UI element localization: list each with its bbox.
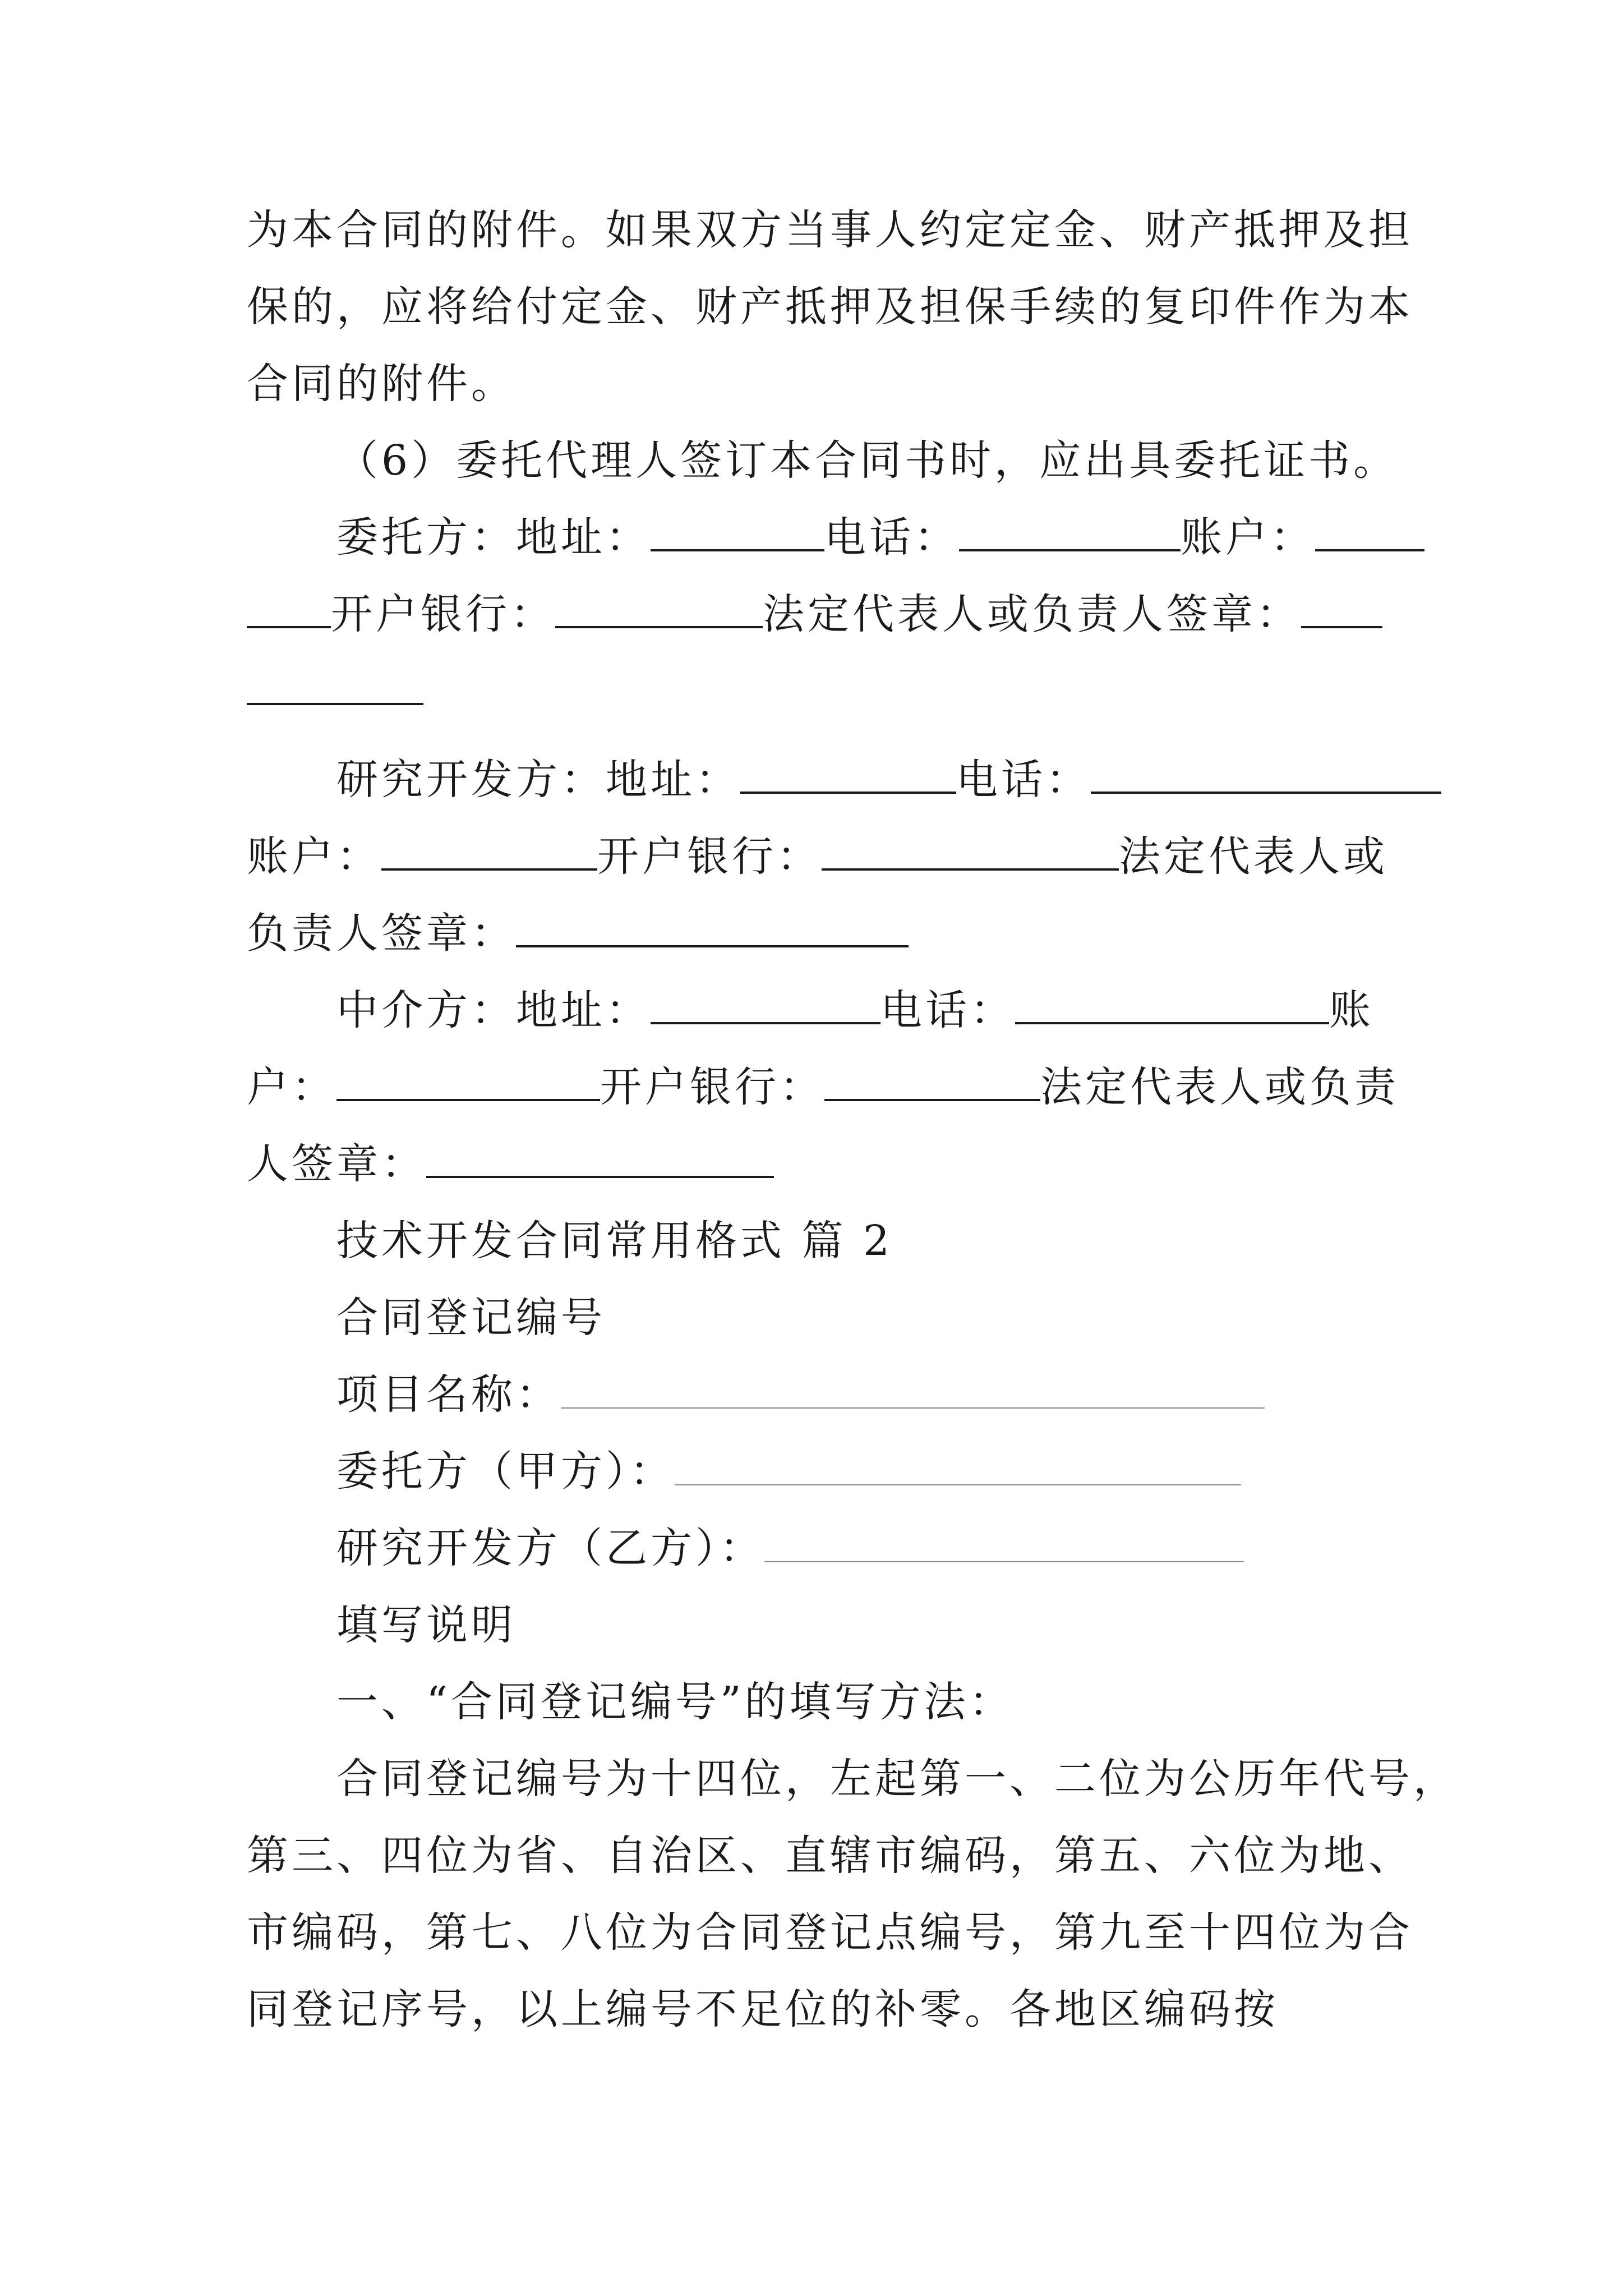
client-account-label: 账户：: [1181, 513, 1315, 562]
client-line-1: [336, 509, 1424, 565]
instruction-item-1-line-4: 同登记序号，以上编号不足位的补零。各地区编码按: [247, 1985, 1279, 2033]
intermediary-bank-label: 开户银行：: [600, 1063, 824, 1111]
developer-line-2: [247, 829, 1388, 885]
instruction-item-1-line-2: 第三、四位为省、自治区、直辖市编码，第五、六位为地、: [247, 1832, 1413, 1880]
project-name-line: [336, 1366, 1265, 1423]
party-b-line: [336, 1520, 1244, 1576]
intermediary-phone-label: 电话：: [880, 986, 1015, 1034]
registration-number-label: 合同登记编号: [336, 1294, 606, 1342]
paragraph-appendix-line-3: 合同的附件。: [247, 360, 516, 408]
intermediary-line-2: [247, 1059, 1399, 1115]
client-sign-label: 法定代表人或负责人签章：: [763, 590, 1301, 638]
client-account-blank[interactable]: [1315, 510, 1424, 551]
intermediary-phone-blank[interactable]: [1015, 983, 1329, 1024]
developer-account-blank[interactable]: [381, 829, 597, 871]
client-address-blank[interactable]: [651, 510, 824, 551]
developer-address-blank[interactable]: [740, 752, 956, 794]
developer-phone-label: 电话：: [956, 756, 1091, 804]
client-account-blank-cont[interactable]: [247, 587, 331, 628]
clause-6: （6）委托代理人签订本合同书时，应出具委托证书。: [336, 436, 1399, 485]
section2-title: 技术开发合同常用格式 篇 2: [336, 1217, 893, 1265]
instruction-item-1-title: 一、“合同登记编号”的填写方法：: [336, 1678, 1014, 1726]
intermediary-address-label: 中介方：地址：: [336, 986, 651, 1034]
developer-bank-label: 开户银行：: [597, 832, 822, 881]
developer-sign-label-1: 法定代表人或: [1119, 832, 1388, 881]
paragraph-appendix-line-1: 为本合同的附件。如果双方当事人约定定金、财产抵押及担: [247, 206, 1413, 254]
party-a-line: [336, 1443, 1241, 1499]
project-name-label: 项目名称：: [336, 1370, 561, 1419]
client-phone-blank[interactable]: [959, 510, 1181, 551]
project-name-blank[interactable]: [561, 1368, 1265, 1409]
party-b-label: 研究开发方（乙方）：: [336, 1524, 764, 1572]
intermediary-sign-blank[interactable]: [426, 1137, 774, 1178]
developer-sign-blank[interactable]: [516, 906, 909, 947]
client-bank-label: 开户银行：: [331, 590, 555, 638]
developer-phone-blank[interactable]: [1091, 752, 1441, 794]
intermediary-account-label-1: 账: [1329, 986, 1374, 1034]
party-b-blank[interactable]: [764, 1522, 1244, 1562]
intermediary-sign-label-2: 人签章：: [247, 1140, 426, 1188]
client-sign-blank[interactable]: [1301, 587, 1382, 628]
client-line-2: [247, 586, 1382, 642]
developer-bank-blank[interactable]: [822, 829, 1119, 871]
intermediary-line-3: [247, 1136, 774, 1192]
intermediary-line-1: [336, 982, 1374, 1038]
client-address-label: 委托方：地址：: [336, 513, 651, 562]
client-sign-blank-cont[interactable]: [247, 664, 423, 705]
instruction-item-1-line-1: 合同登记编号为十四位，左起第一、二位为公历年代号，: [336, 1755, 1458, 1803]
developer-address-label: 研究开发方：地址：: [336, 756, 740, 804]
developer-line-1: [336, 752, 1441, 808]
client-line-3: [247, 663, 423, 719]
developer-sign-label-2: 负责人签章：: [247, 909, 516, 958]
paragraph-appendix-line-2: 保的，应将给付定金、财产抵押及担保手续的复印件作为本: [247, 283, 1413, 331]
developer-line-3: [247, 905, 909, 961]
intermediary-account-blank[interactable]: [336, 1060, 600, 1101]
intermediary-address-blank[interactable]: [651, 983, 880, 1024]
intermediary-sign-label-1: 法定代表人或负责: [1040, 1063, 1399, 1111]
client-bank-blank[interactable]: [555, 587, 763, 628]
intermediary-bank-blank[interactable]: [824, 1060, 1040, 1101]
intermediary-account-label-2: 户：: [247, 1063, 336, 1111]
party-a-label: 委托方（甲方）：: [336, 1447, 675, 1496]
party-a-blank[interactable]: [675, 1445, 1241, 1485]
instructions-title: 填写说明: [336, 1601, 516, 1649]
developer-account-label: 账户：: [247, 832, 381, 881]
instruction-item-1-line-3: 市编码，第七、八位为合同登记点编号，第九至十四位为合: [247, 1908, 1413, 1957]
client-phone-label: 电话：: [824, 513, 959, 562]
